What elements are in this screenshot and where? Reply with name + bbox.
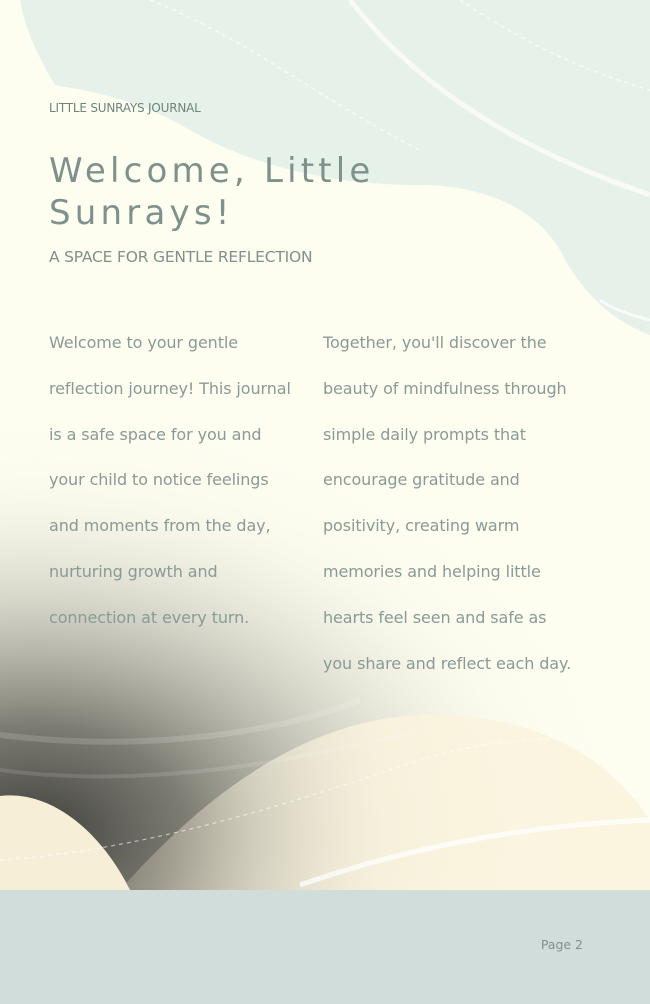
body-paragraph-right: Together, you'll discover the beauty of mindfulness through simple daily prompts that encourage gratitude and positivity, creating warm memories and helping little hearts feel seen and safe as you share and reflect each day. bbox=[323, 333, 572, 673]
page-subtitle: A SPACE FOR GENTLE REFLECTION bbox=[49, 248, 313, 266]
journal-kicker: LITTLE SUNRAYS JOURNAL bbox=[49, 101, 201, 115]
page-footer bbox=[0, 890, 650, 1004]
page-number: Page 2 bbox=[540, 937, 583, 952]
page-title: Welcome, Little Sunrays! bbox=[49, 151, 375, 233]
body-paragraph-left: Welcome to your gentle reflection journey! This journal is a safe space for you and your child to notice feelings and moments from the day, nurturing growth and connection at every turn. bbox=[49, 333, 291, 627]
